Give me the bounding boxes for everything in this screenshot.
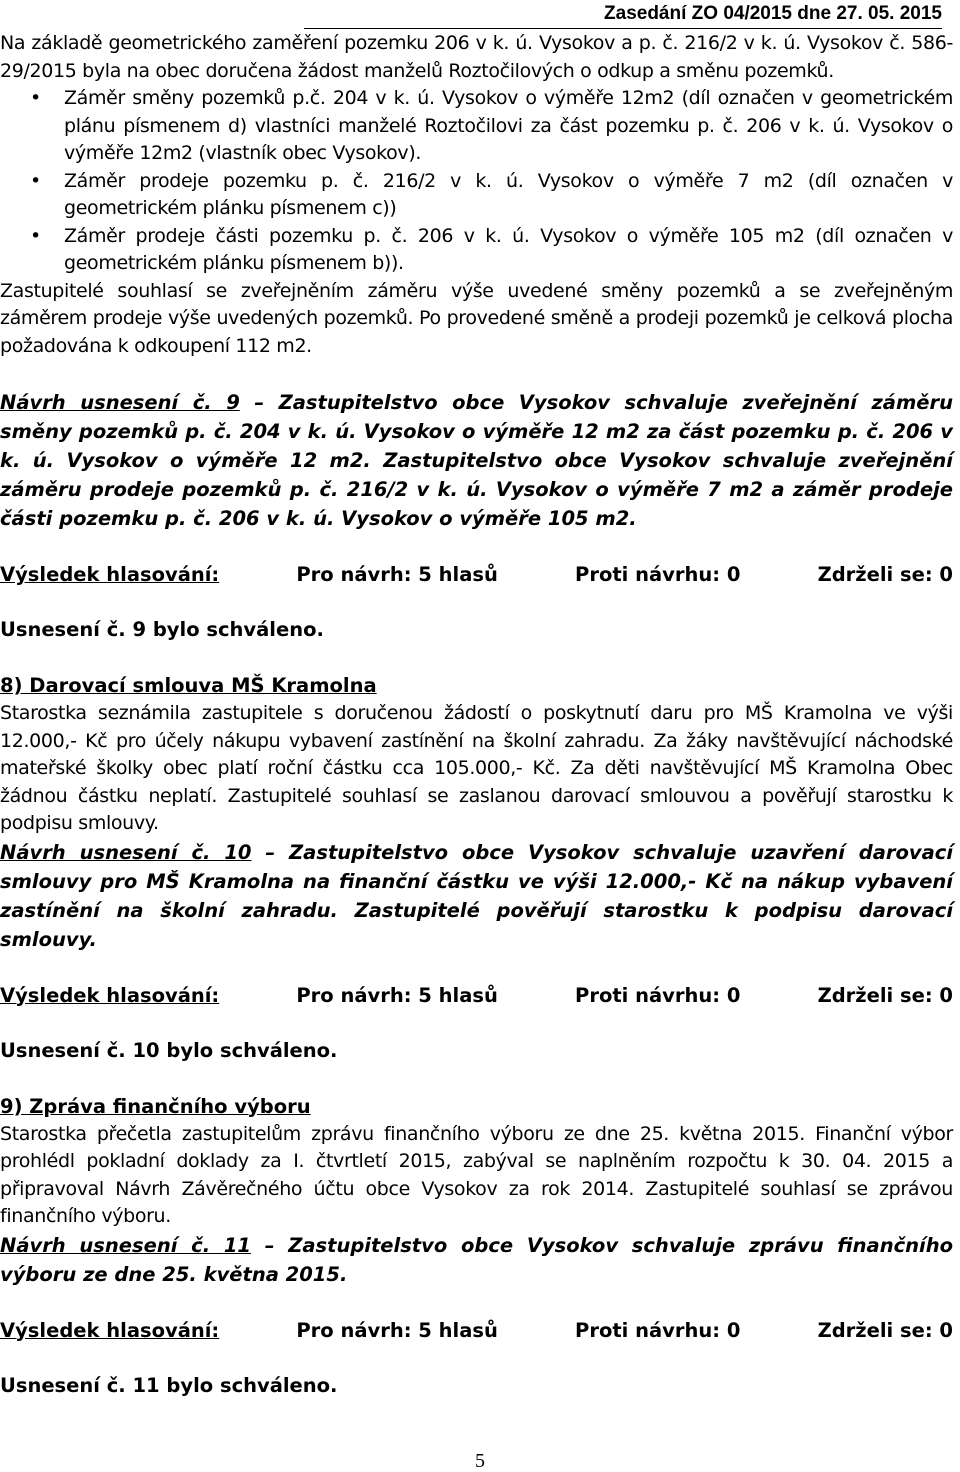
page-header: Zasedání ZO 04/2015 dne 27. 05. 2015 (304, 0, 942, 29)
resolution-result-11: Usnesení č. 11 bylo schváleno. (0, 1373, 338, 1397)
vote-for: Pro návrh: 5 hlasů (296, 563, 498, 586)
bullet-item: • Záměr směny pozemků p.č. 204 v k. ú. Vysokov o výměře 12m2 (díl označen v geometrickém plánu písmenem d) vlastníci manželé Roztočilovi za část pozemku p. č. 206 v k. ú. Vysokov o výměře 12m2 (vlastník obec Vysokov). (0, 85, 953, 168)
vote-for: Pro návrh: 5 hlasů (296, 1318, 498, 1342)
intro-paragraph: Na základě geometrického zaměření pozemku 206 v k. ú. Vysokov a p. č. 216/2 v k. ú. Vysokov č. 586-29/2015 byla na obec doručena žádost manželů Roztočilových o odkup a směnu pozemků. (0, 32, 953, 82)
page-number: 5 (475, 1450, 485, 1472)
proposal-label: Návrh usnesení č. 9 (0, 391, 240, 414)
vote-label: Výsledek hlasování: (0, 563, 220, 586)
vote-against: Proti návrhu: 0 (575, 1318, 741, 1342)
vote-against: Proti návrhu: 0 (575, 983, 741, 1007)
vote-for: Pro návrh: 5 hlasů (296, 983, 498, 1007)
bullet-item: • Záměr prodeje části pozemku p. č. 206 v k. ú. Vysokov o výměře 105 m2 (díl označen v geometrickém plánku písmenem b)). (0, 223, 953, 278)
proposal-text: Zastupitelstvo obce Vysokov schvaluje zprávu finančního výboru ze dne 25. května 2015. (0, 1233, 953, 1286)
section-heading-8: 8) Darovací smlouva MŠ Kramolna (0, 674, 377, 697)
agreement-paragraph: Zastupitelé souhlasí se zveřejněním záměru výše uvedené směny pozemků a se zveřejněným záměrem prodeje výše uvedených pozemků. Po provedené směně a prodeji pozemků je celková plocha požadována k odkoupení 112 m2. (0, 279, 953, 357)
proposal-text: Zastupitelstvo obce Vysokov schvaluje zveřejnění záměru směny pozemků p. č. 204 v k. ú. Vysokov o výměře 12 m2 za část pozemku p. č. 206 v k. ú. Vysokov o výměře 12 m2. Zastupitelstvo obce Vysokov schvaluje zveřejnění záměru prodeje pozemků p. č. 216/2 v k. ú. Vysokov o výměře 7 m2 a záměr prodeje části pozemku p. č. 206 v k. ú. Vysokov o výměře 105 m2. (0, 391, 953, 530)
vote-result-11 (0, 1317, 953, 1345)
section-text-9: Starostka přečetla zastupitelům zprávu finančního výboru ze dne 25. května 2015. Finanční výbor prohlédl pokladní doklady za I. čtvrtletí 2015, zabýval se naplněním rozpočtu k 30. 04. 2015 a připravoval Návrh Závěrečného účtu obce Vysokov za rok 2014. Zastupitelé souhlasí se zprávou finančního výboru. (0, 1122, 953, 1227)
section-heading-9: 9) Zpráva finančního výboru (0, 1094, 311, 1118)
vote-against: Proti návrhu: 0 (575, 563, 741, 586)
resolution-proposal-11: Návrh usnesení č. 11 – Zastupitelstvo obce Vysokov schvaluje zprávu finančního výboru ze dne 25. května 2015. (0, 1233, 953, 1286)
vote-result-9 (0, 561, 953, 589)
vote-abstain: Zdrželi se: 0 (817, 983, 953, 1007)
section-text-8: Starostka seznámila zastupitele s doručenou žádostí o poskytnutí daru pro MŠ Kramolna ve výši 12.000,- Kč pro účely nákupu vybavení zastínění na školní zahradu. Za žáky navštěvující náchodské mateřské školky obec platí roční částku cca 105.000,- Kč. Za děti navštěvující MŠ Kramolna Obec žádnou částku neplatí. Zastupitelé souhlasí se zaslanou darovací smlouvou a pověřují starostku k podpisu smlouvy. (0, 702, 953, 834)
bullet-list (0, 85, 953, 278)
vote-abstain: Zdrželi se: 0 (817, 1318, 953, 1342)
resolution-proposal-10: Návrh usnesení č. 10 – Zastupitelstvo obce Vysokov schvaluje uzavření darovací smlouvy pro MŠ Kramolna na finanční částku ve výši 12.000,- Kč na nákup vybavení zastínění na školní zahradu. Zastupitelé pověřují starostku k podpisu darovací smlouvy. (0, 840, 954, 951)
vote-result-10 (0, 982, 953, 1010)
proposal-label: Návrh usnesení č. 10 (0, 840, 252, 864)
vote-label: Výsledek hlasování: (0, 983, 220, 1007)
vote-label: Výsledek hlasování: (0, 1318, 220, 1342)
resolution-result-10: Usnesení č. 10 bylo schváleno. (0, 1038, 338, 1062)
bullet-item: • Záměr prodeje pozemku p. č. 216/2 v k. ú. Vysokov o výměře 7 m2 (díl označen v geometrickém plánku písmenem c)) (0, 168, 953, 223)
page-content (0, 30, 953, 1400)
resolution-proposal-9: Návrh usnesení č. 9 – Zastupitelstvo obce Vysokov schvaluje zveřejnění záměru směny pozemků p. č. 204 v k. ú. Vysokov o výměře 12 m2 za část pozemku p. č. 206 v k. ú. Vysokov o výměře 12 m2. Zastupitelstvo obce Vysokov schvaluje zveřejnění záměru prodeje pozemků p. č. 216/2 v k. ú. Vysokov o výměře 7 m2 a záměr prodeje části pozemku p. č. 206 v k. ú. Vysokov o výměře 105 m2. (0, 391, 953, 530)
vote-abstain: Zdrželi se: 0 (817, 563, 953, 586)
proposal-text: Zastupitelstvo obce Vysokov schvaluje uzavření darovací smlouvy pro MŠ Kramolna na finanční částku ve výši 12.000,- Kč na nákup vybavení zastínění na školní zahradu. Zastupitelé pověřují starostku k podpisu darovací smlouvy. (0, 840, 954, 951)
proposal-label: Návrh usnesení č. 11 (0, 1233, 251, 1257)
resolution-result-9: Usnesení č. 9 bylo schváleno. (0, 618, 324, 641)
